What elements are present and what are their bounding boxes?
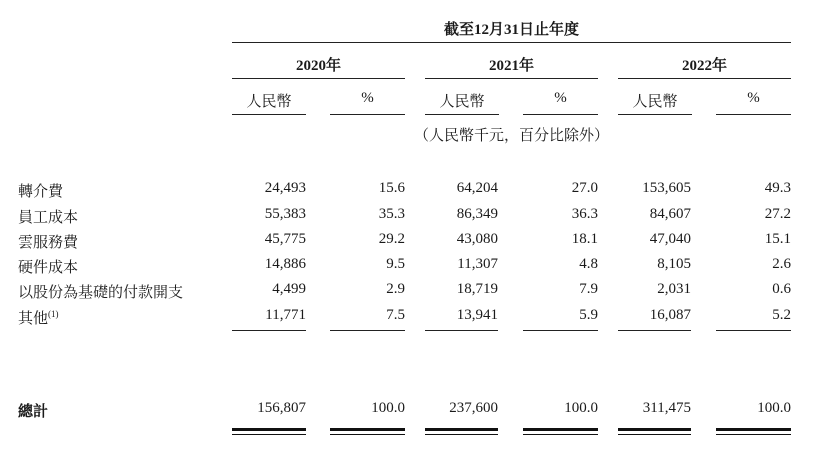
amount-cell: 2,031 <box>657 281 691 297</box>
amount-cell: 24,493 <box>264 180 306 196</box>
amount-cell: 4,499 <box>272 281 306 297</box>
double-underline <box>425 434 498 435</box>
sub-header-percent: % <box>361 90 374 106</box>
percent-cell: 9.5 <box>386 256 405 272</box>
row-label <box>18 281 183 302</box>
amount-cell: 14,886 <box>264 256 306 272</box>
amount-cell: 84,607 <box>649 206 691 222</box>
amount-cell: 55,383 <box>264 206 306 222</box>
sub-header-rmb: 人民幣 <box>632 94 678 110</box>
double-underline <box>523 428 598 431</box>
percent-cell: 0.6 <box>772 281 791 297</box>
percent-cell: 35.3 <box>378 206 405 222</box>
subtotal-line <box>232 330 306 331</box>
divider <box>232 78 405 79</box>
divider <box>232 114 306 115</box>
percent-cell: 4.8 <box>579 256 598 272</box>
row-label <box>18 180 63 201</box>
total-amount-cell: 311,475 <box>642 400 691 416</box>
amount-cell: 8,105 <box>657 256 691 272</box>
total-label: 總計 <box>18 404 49 420</box>
divider <box>716 114 791 115</box>
percent-cell: 2.9 <box>386 281 405 297</box>
subtotal-line <box>618 330 691 331</box>
amount-cell: 16,087 <box>649 307 691 323</box>
row-label <box>18 206 78 227</box>
percent-cell: 5.2 <box>772 307 791 323</box>
row-label-text: 員工成本 <box>18 210 79 226</box>
total-amount-cell: 156,807 <box>257 400 306 416</box>
percent-cell: 15.1 <box>764 231 791 247</box>
amount-cell: 86,349 <box>456 206 498 222</box>
subtotal-line <box>425 330 498 331</box>
percent-cell: 2.6 <box>772 256 791 272</box>
divider <box>523 114 598 115</box>
double-underline <box>330 434 405 435</box>
row-label-text: 轉介費 <box>18 184 64 200</box>
double-underline <box>330 428 405 431</box>
percent-cell: 18.1 <box>571 231 598 247</box>
double-underline <box>232 428 306 431</box>
unit-note: （人民幣千元，百分比除外） <box>413 128 609 144</box>
amount-cell: 64,204 <box>456 180 498 196</box>
sub-header-percent: % <box>554 90 567 106</box>
divider <box>425 114 499 115</box>
percent-cell: 7.5 <box>386 307 405 323</box>
row-label <box>18 307 59 328</box>
divider <box>618 78 791 79</box>
row-label <box>18 231 78 252</box>
row-label-text: 雲服務費 <box>18 235 79 251</box>
percent-cell: 7.9 <box>579 281 598 297</box>
period-title: 截至12月31日止年度 <box>443 22 579 38</box>
row-label-text: 硬件成本 <box>18 260 79 276</box>
divider <box>425 78 598 79</box>
amount-cell: 11,771 <box>265 307 306 323</box>
double-underline <box>618 428 691 431</box>
amount-cell: 153,605 <box>642 180 691 196</box>
year-2021: 2021年 <box>488 58 534 74</box>
amount-cell: 13,941 <box>456 307 498 323</box>
percent-cell: 15.6 <box>378 180 405 196</box>
subtotal-line <box>716 330 791 331</box>
year-2022: 2022年 <box>681 58 727 74</box>
total-percent-cell: 100.0 <box>757 400 791 416</box>
double-underline <box>716 434 791 435</box>
footnote-marker: (1) <box>48 309 59 319</box>
amount-cell: 45,775 <box>264 231 306 247</box>
percent-cell: 27.0 <box>571 180 598 196</box>
percent-cell: 27.2 <box>764 206 791 222</box>
amount-cell: 11,307 <box>457 256 498 272</box>
sub-header-rmb: 人民幣 <box>439 94 485 110</box>
total-amount-cell: 237,600 <box>449 400 498 416</box>
divider <box>618 114 692 115</box>
total-percent-cell: 100.0 <box>564 400 598 416</box>
percent-cell: 36.3 <box>571 206 598 222</box>
divider <box>232 42 791 43</box>
percent-cell: 49.3 <box>764 180 791 196</box>
sub-header-percent: % <box>747 90 760 106</box>
sub-header-rmb: 人民幣 <box>246 94 292 110</box>
row-label <box>18 256 78 277</box>
percent-cell: 5.9 <box>579 307 598 323</box>
percent-cell: 29.2 <box>378 231 405 247</box>
row-label-text: 以股份為基礎的付款開支 <box>18 285 184 301</box>
subtotal-line <box>523 330 598 331</box>
divider <box>330 114 405 115</box>
amount-cell: 43,080 <box>456 231 498 247</box>
year-2020: 2020年 <box>295 58 341 74</box>
double-underline <box>618 434 691 435</box>
double-underline <box>716 428 791 431</box>
subtotal-line <box>330 330 405 331</box>
double-underline <box>523 434 598 435</box>
total-percent-cell: 100.0 <box>371 400 405 416</box>
double-underline <box>425 428 498 431</box>
double-underline <box>232 434 306 435</box>
amount-cell: 47,040 <box>649 231 691 247</box>
amount-cell: 18,719 <box>456 281 498 297</box>
row-label-text: 其他 <box>18 311 49 327</box>
